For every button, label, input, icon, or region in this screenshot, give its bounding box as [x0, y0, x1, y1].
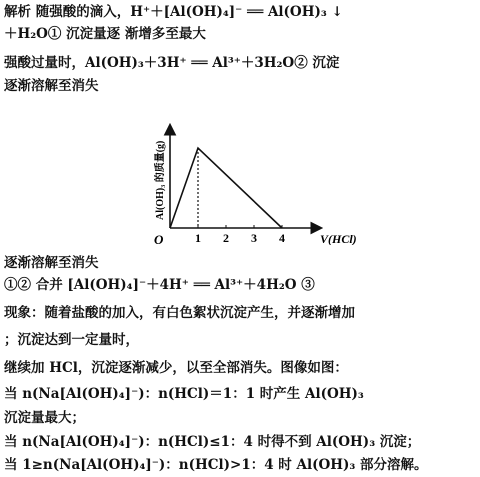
analysis-line-3: 强酸过量时，Al(OH)₃＋3H⁺ ══ Al³⁺＋3H₂O② 沉淀 — [4, 55, 340, 71]
ratio-line-4: 当 1≥n(Na[Al(OH)₄]⁻)：n(HCl)>1：4 时 Al(OH)₃ 部分溶解。 — [4, 457, 428, 473]
phenomenon-line-2: ；沉淀达到一定量时， — [4, 332, 139, 348]
phenomenon-line: 现象：随着盐酸的加入，有白色絮状沉淀产生，并逐渐增加 — [4, 305, 355, 321]
origin-label: O — [154, 232, 164, 245]
analysis-line-4: 逐渐溶解至消失 — [4, 78, 99, 94]
x-tick-label: 4 — [279, 231, 285, 245]
precipitate-chart — [150, 120, 360, 245]
analysis-line-2: ＋H₂O① 沉淀量逐 渐增多至最大 — [4, 26, 206, 42]
ratio-line-3: 当 n(Na[Al(OH)₄]⁻)：n(HCl)≤1：4 时得不到 Al(OH)₃ 沉淀； — [4, 434, 421, 450]
ratio-line-2: 沉淀量最大； — [4, 410, 85, 426]
analysis-line-5: 逐渐溶解至消失 — [4, 255, 99, 271]
ratio-line-1: 当 n(Na[Al(OH)₄]⁻)：n(HCl)＝1：1 时产生 Al(OH)₃ — [4, 386, 364, 402]
y-axis-label: Al(OH)₃ 的质量(g) — [155, 140, 166, 220]
precipitate-mass-line — [170, 148, 282, 228]
x-tick-label: 1 — [195, 231, 201, 245]
x-tick-label: 3 — [251, 231, 257, 245]
phenomenon-line-3: 继续加 HCl，沉淀逐渐减少，以至全部消失。图像如图： — [4, 360, 348, 376]
x-tick-label: 2 — [223, 231, 229, 245]
x-axis-label: V(HCl) — [320, 232, 357, 245]
analysis-line-6: ①② 合并 [Al(OH)₄]⁻＋4H⁺ ══ Al³⁺＋4H₂O ③ — [4, 277, 315, 293]
analysis-line-1: 解析 随强酸的滴入，H⁺＋[Al(OH)₄]⁻ ══ Al(OH)₃ ↓ — [4, 4, 343, 20]
